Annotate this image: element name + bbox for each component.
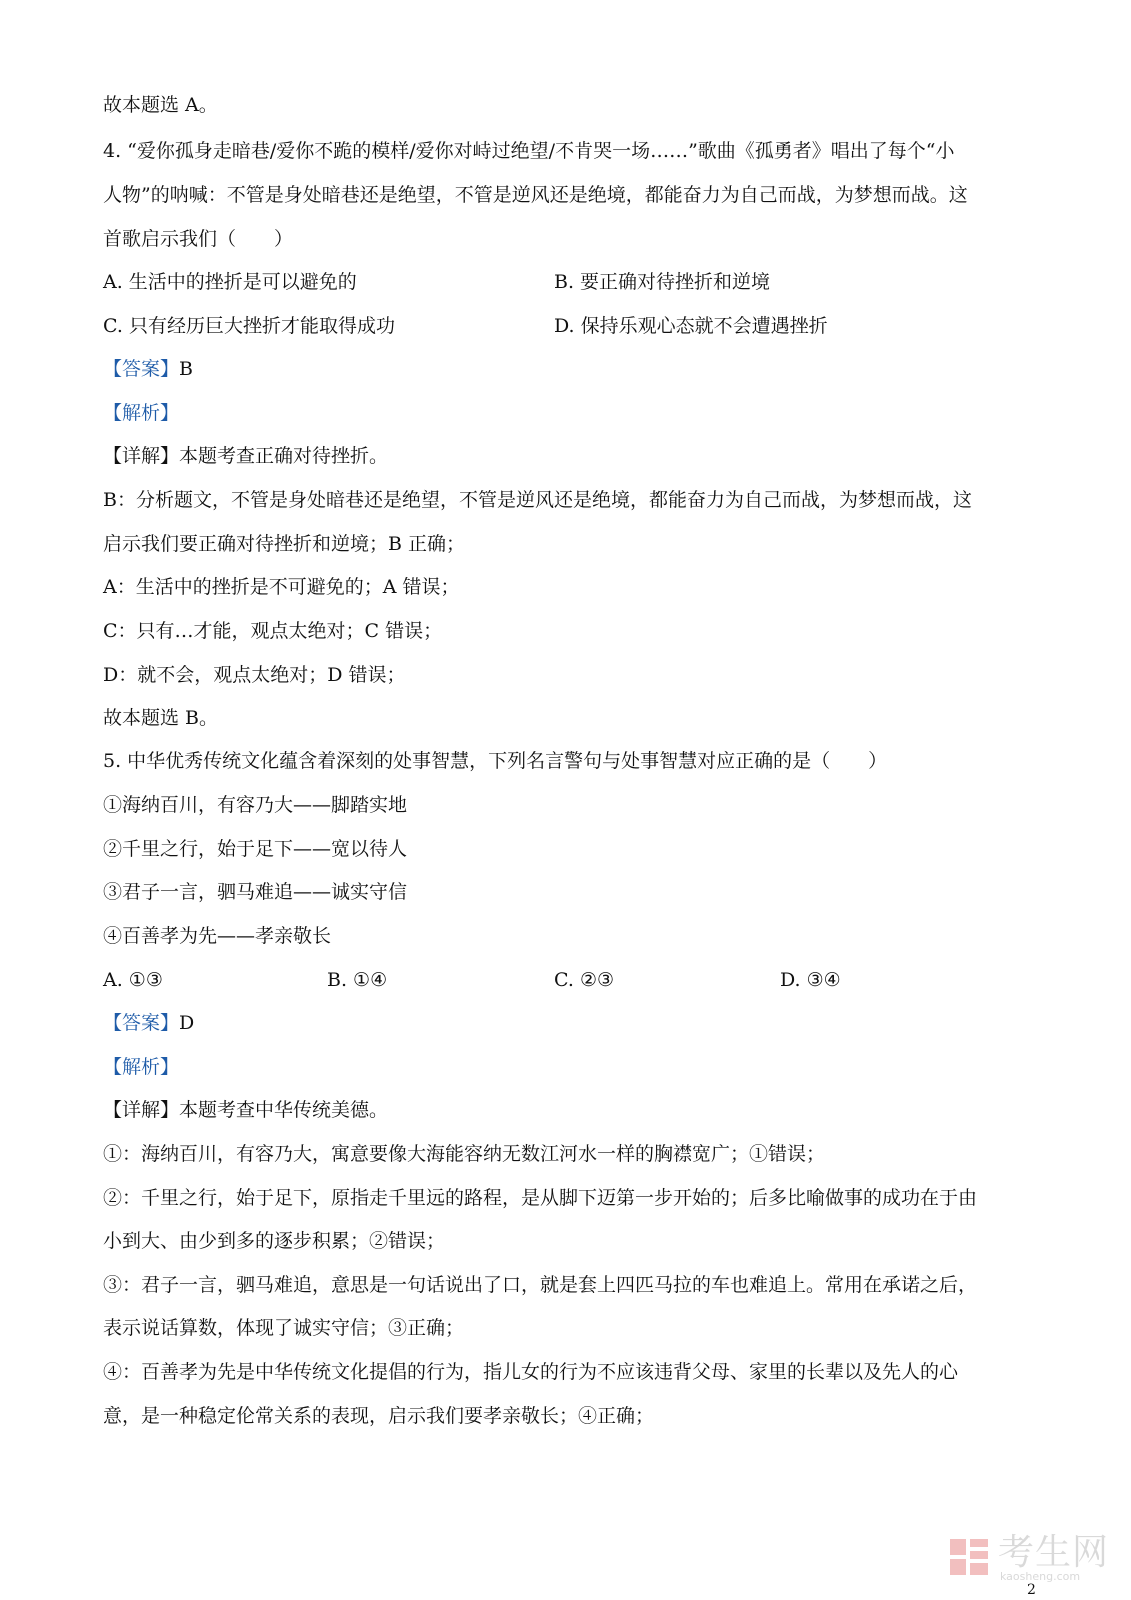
- q5-option-b: B. ①④: [327, 969, 388, 991]
- q5-explain-2-line1: ②：千里之行，始于足下，原指走千里远的路程，是从脚下迈第一步开始的；后多比喻做事的成功在于由: [103, 1187, 978, 1209]
- q5-option-d: D. ③④: [780, 969, 841, 991]
- q5-explain-2-line2: 小到大、由少到多的逐步积累；②错误；: [103, 1230, 446, 1252]
- q4-stem-line1: 4. “爱你孤身走暗巷/爱你不跪的模样/爱你对峙过绝望/不肯哭一场……”歌曲《孤勇者》唱出了每个“小: [103, 140, 955, 162]
- q5-item-1: ①海纳百川，有容乃大——脚踏实地: [103, 794, 408, 816]
- q5-item-3: ③君子一言，驷马难追——诚实守信: [103, 881, 408, 903]
- q5-answer: [103, 1011, 194, 1035]
- q4-stem-line2: 人物”的呐喊：不管是身处暗巷还是绝望，不管是逆风还是绝境，都能奋力为自己而战，为梦想而战。这: [103, 184, 968, 206]
- q5-item-4: ④百善孝为先——孝亲敬长: [103, 925, 332, 947]
- answer-tag: 【答案】: [103, 1012, 180, 1034]
- page-number: 2: [1027, 1582, 1036, 1598]
- watermark-logo: [948, 1533, 1118, 1583]
- logo-mark-icon: [948, 1535, 992, 1579]
- logo-text: 考生网: [998, 1532, 1110, 1573]
- logo-url: kaosheng.com: [1000, 1570, 1081, 1583]
- q5-explain-4-line2: 意，是一种稳定伦常关系的表现，启示我们要孝亲敬长；④正确；: [103, 1405, 655, 1427]
- q5-explain-1: ①：海纳百川，有容乃大，寓意要像大海能容纳无数江河水一样的胸襟宽广；①错误；: [103, 1143, 826, 1165]
- q4-option-c: C. 只有经历巨大挫折才能取得成功: [103, 315, 395, 337]
- q4-option-a: A. 生活中的挫折是可以避免的: [103, 271, 357, 293]
- q4-conclusion: 故本题选 B。: [103, 707, 219, 729]
- q4-option-b: B. 要正确对待挫折和逆境: [554, 271, 771, 293]
- q4-explain-b-line1: B：分析题文，不管是身处暗巷还是绝望，不管是逆风还是绝境，都能奋力为自己而战，为梦想而战，这: [103, 489, 972, 511]
- q4-option-d: D. 保持乐观心态就不会遭遇挫折: [554, 315, 828, 337]
- q5-explain-3-line1: ③：君子一言，驷马难追，意思是一句话说出了口，就是套上四匹马拉的车也难追上。常用在承诺之后，: [103, 1274, 978, 1296]
- q5-detail: 【详解】本题考查中华传统美德。: [103, 1099, 389, 1121]
- q5-option-c: C. ②③: [554, 969, 615, 991]
- q4-explain-a: A：生活中的挫折是不可避免的；A 错误；: [103, 576, 460, 598]
- q4-analysis-tag: 【解析】: [103, 402, 180, 424]
- answer-value: B: [179, 358, 193, 380]
- q4-explain-d: D：就不会，观点太绝对；D 错误；: [103, 664, 406, 686]
- q5-item-2: ②千里之行，始于足下——宽以待人: [103, 838, 408, 860]
- q5-option-a: A. ①③: [103, 969, 163, 991]
- q5-explain-3-line2: 表示说话算数，体现了诚实守信；③正确；: [103, 1317, 465, 1339]
- answer-value: D: [179, 1012, 195, 1034]
- q4-answer: [103, 357, 193, 381]
- answer-tag: 【答案】: [103, 358, 180, 380]
- q5-stem: 5. 中华优秀传统文化蕴含着深刻的处事智慧，下列名言警句与处事智慧对应正确的是（ ）: [103, 750, 888, 772]
- q4-explain-b-line2: 启示我们要正确对待挫折和逆境；B 正确；: [103, 533, 466, 555]
- q5-analysis-tag: 【解析】: [103, 1056, 180, 1078]
- q4-detail: 【详解】本题考查正确对待挫折。: [103, 445, 389, 467]
- q5-explain-4-line1: ④：百善孝为先是中华传统文化提倡的行为，指儿女的行为不应该违背父母、家里的长辈以及先人的心: [103, 1361, 959, 1383]
- q4-explain-c: C：只有…才能，观点太绝对；C 错误；: [103, 620, 443, 642]
- q4-stem-line3: 首歌启示我们（ ）: [103, 228, 294, 250]
- q3-conclusion: 故本题选 A。: [103, 94, 218, 116]
